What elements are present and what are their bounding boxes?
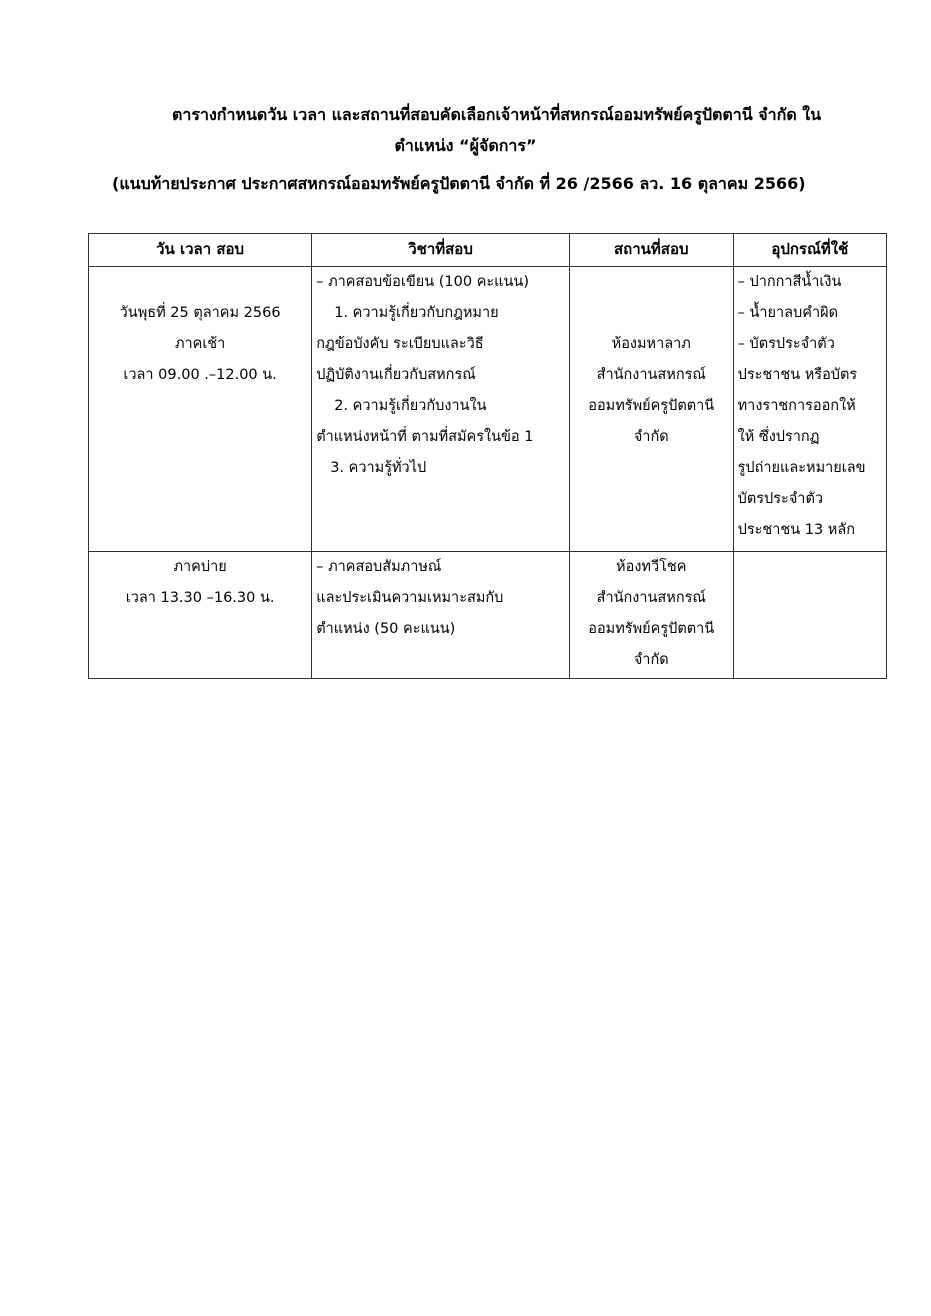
datetime-line: เวลา 13.30 –16.30 น. (125, 590, 275, 606)
cell-subject (312, 552, 570, 679)
subject-line: ตำแหน่งหน้าที่ ตามที่สมัครในข้อ 1 (316, 429, 534, 445)
datetime-line: เวลา 09.00 .–12.00 น. (123, 367, 277, 383)
table-header-row (89, 234, 887, 267)
location-line: ออมทรัพย์ครูปัตตานี (588, 398, 715, 414)
location-line: ห้องมหาลาภ (611, 336, 691, 352)
exam-schedule-table (88, 233, 887, 679)
subject-line: กฎข้อบังคับ ระเบียบและวิธี (316, 336, 484, 352)
header-location: สถานที่สอบ (569, 234, 733, 267)
equipment-line: บัตรประจำตัว (737, 491, 824, 507)
cell-subject (312, 267, 570, 552)
cell-datetime (89, 267, 312, 552)
location-line: สำนักงานสหกรณ์ (596, 590, 706, 606)
subject-line: 3. ความรู้ทั่วไป (330, 460, 427, 476)
cell-location (569, 552, 733, 679)
equipment-line: ให้ ซึ่งปรากฏ (737, 429, 820, 445)
subject-line: และประเมินความเหมาะสมกับ (316, 590, 504, 606)
subject-line: – ภาคสอบสัมภาษณ์ (316, 559, 442, 575)
position-title: ตำแหน่ง “ผู้จัดการ” (394, 136, 537, 155)
equipment-line: ประชาชน 13 หลัก (737, 522, 856, 538)
equipment-line: ประชาชน หรือบัตร (737, 367, 858, 383)
datetime-line: วันพุธที่ 25 ตุลาคม 2566 (119, 305, 281, 321)
header-equipment: อุปกรณ์ที่ใช้ (733, 234, 886, 267)
header-datetime: วัน เวลา สอบ (89, 234, 312, 267)
equipment-line: – น้ำยาลบคำผิด (737, 305, 839, 321)
cell-equipment (733, 552, 886, 679)
table-row (89, 552, 887, 679)
table-row (89, 267, 887, 552)
cell-datetime (89, 552, 312, 679)
location-line: ออมทรัพย์ครูปัตตานี (588, 621, 715, 637)
datetime-line: ภาคบ่าย (173, 559, 227, 575)
subject-line: 1. ความรู้เกี่ยวกับกฎหมาย (334, 305, 499, 321)
location-line: จำกัด (633, 652, 669, 668)
location-line: จำกัด (633, 429, 669, 445)
location-line: ห้องทวีโชค (616, 559, 687, 575)
cell-location (569, 267, 733, 552)
subject-line: 2. ความรู้เกี่ยวกับงานใน (334, 398, 487, 414)
equipment-line: – ปากกาสีน้ำเงิน (737, 274, 842, 290)
location-line: สำนักงานสหกรณ์ (596, 367, 706, 383)
equipment-line: รูปถ่ายและหมายเลข (737, 460, 866, 476)
equipment-line: ทางราชการออกให้ (737, 398, 856, 414)
announcement-reference: (แนบท้ายประกาศ ประกาศสหกรณ์ออมทรัพย์ครูปัตตานี จำกัด ที่ 26 /2566 ลว. 16 ตุลาคม 2566) (112, 174, 806, 193)
document-title: ตารางกำหนดวัน เวลา และสถานที่สอบคัดเลือกเจ้าหน้าที่สหกรณ์ออมทรัพย์ครูปัตตานี จำกัด ใน (172, 105, 822, 124)
subject-line: ปฏิบัติงานเกี่ยวกับสหกรณ์ (316, 367, 476, 383)
subject-line: – ภาคสอบข้อเขียน (100 คะแนน) (316, 274, 530, 290)
cell-equipment (733, 267, 886, 552)
equipment-line: – บัตรประจำตัว (737, 336, 835, 352)
datetime-line: ภาคเช้า (174, 336, 226, 352)
subject-line: ตำแหน่ง (50 คะแนน) (316, 621, 456, 637)
header-subject: วิชาที่สอบ (312, 234, 570, 267)
